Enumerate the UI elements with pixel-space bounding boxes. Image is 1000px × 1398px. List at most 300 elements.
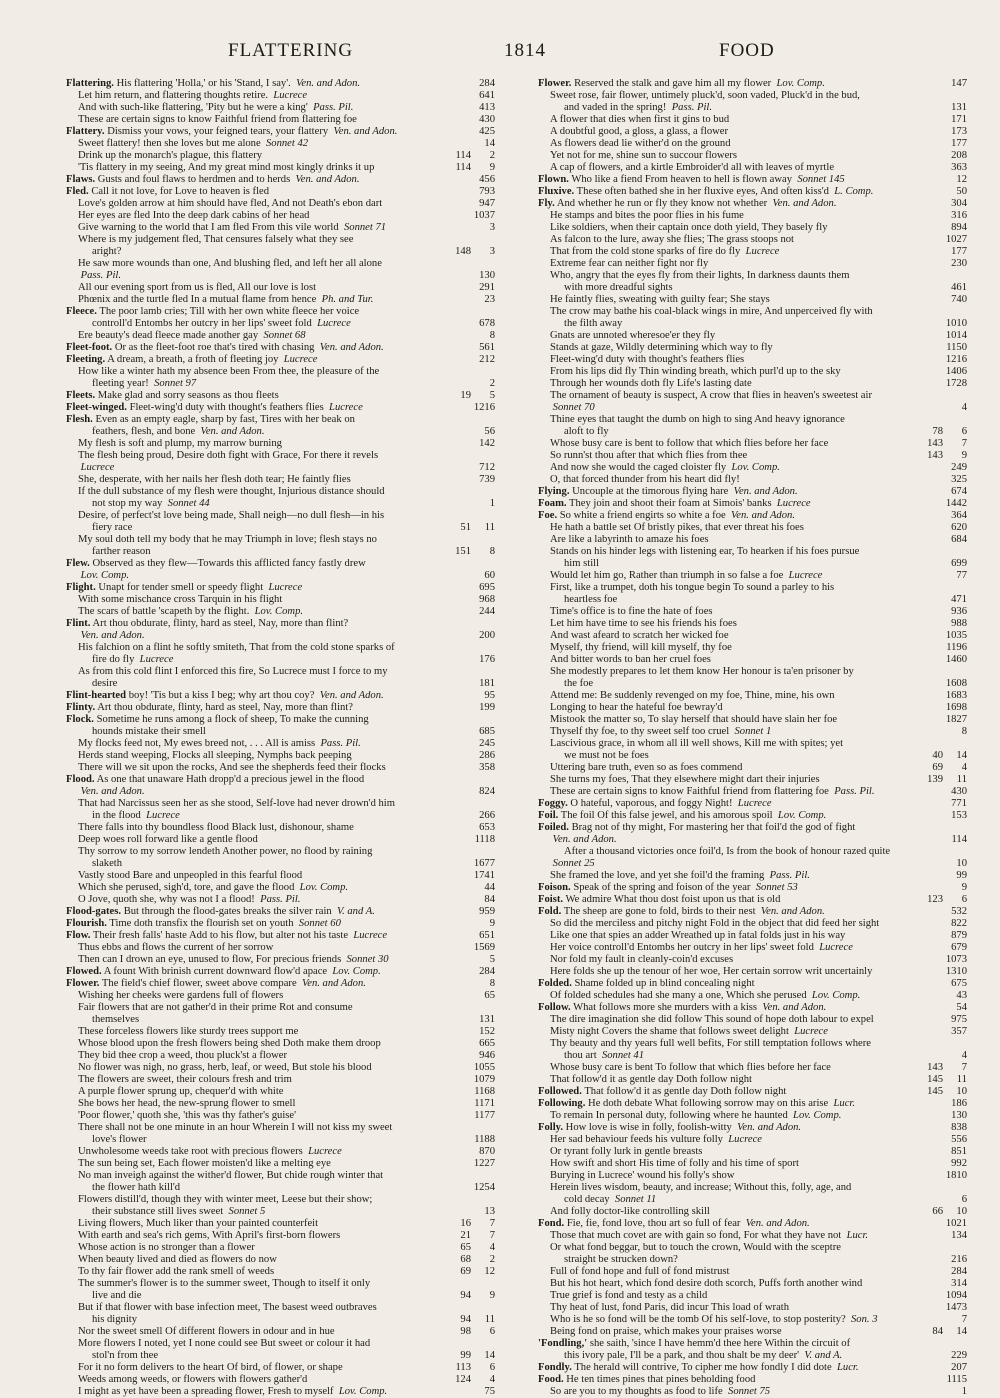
concordance-line [538,1254,967,1266]
line-number: 1677 [473,858,495,869]
concordance-line [538,810,967,822]
line-number: 838 [951,1122,967,1133]
entry-text [78,114,357,126]
concordance-line [538,294,967,306]
line-number: 968 [479,594,495,605]
quotation: Dismiss your vows, your feigned tears, your flattery [107,126,329,137]
concordance-line [66,1026,495,1038]
entry-text [92,498,210,510]
concordance-line [538,222,967,234]
headword: Foil. [538,810,559,821]
quotation: A purple flower sprung up, chequer'd with white [78,1086,284,1097]
concordance-line [66,78,495,90]
line-number: 208 [951,150,967,161]
line-number: 1254 [473,1182,495,1193]
quotation: in the flood [92,810,141,821]
entry-text [550,786,875,798]
quotation: Thy heat of lust, fond Paris, did incur This load of wrath [550,1302,790,1313]
line-number: 771 [951,798,967,809]
quotation: him still [564,558,600,569]
quotation: Yet not for me, shine sun to succour flowers [550,150,737,161]
entry-text [550,570,822,582]
line-number: 1827 [945,714,967,725]
quotation: Let him have time to see his friends his foes [550,618,737,629]
entry-text [550,774,820,786]
quotation: Like soldiers, when their captain once doth yield, They basely fly [550,222,828,233]
headword: Foe. [538,510,558,521]
entry-text [92,318,351,330]
line-number: 286 [479,750,495,761]
quotation: All our evening sport from us is fled, All our love is lost [78,282,317,293]
header-left-word: FLATTERING [228,40,354,61]
entry-text [66,978,366,990]
headword: Flattery. [66,126,105,137]
source-title: Sonnet 70 [552,402,595,413]
concordance-line [66,534,495,546]
entry-text [538,798,772,810]
quotation: That follow'd it as gentle day Doth follow night [550,1074,752,1085]
concordance-line [538,906,967,918]
sonnet-number: 114 [455,162,471,173]
entry-text [550,1014,874,1026]
concordance-line [66,966,495,978]
sonnet-number: 16 [460,1218,471,1229]
entry-text [550,582,834,594]
quotation: his dignity [92,1314,138,1325]
concordance-line [66,750,495,762]
entry-text [78,846,372,858]
concordance-line [66,786,495,798]
entry-text [550,942,853,954]
sonnet-number: 65 [460,1242,471,1253]
entry-text [550,762,742,774]
line-number: 363 [951,162,967,173]
entry-text [538,174,845,186]
concordance-line [66,486,495,498]
quotation: Are like a labyrinth to amaze his foes [550,534,709,545]
concordance-line [538,1338,967,1350]
source-title: Lucrece [776,498,811,509]
line-number: 10 [956,1086,967,1097]
line-number: 10 [956,858,967,869]
source-title: Ven. and Adon. [80,786,145,797]
source-title: Pass. Pil. [769,870,810,881]
entry-text [78,1002,353,1014]
entry-text [78,762,386,774]
concordance-line [66,102,495,114]
quotation: Fleet-wing'd duty with thought's feathers flies [550,354,745,365]
source-title: Lov. Comp. [338,1386,388,1397]
quotation: Gnats are unnoted wheresoe'er they fly [550,330,716,341]
concordance-line [538,510,967,522]
entry-text [550,342,773,354]
line-number: 23 [484,294,495,305]
quotation: His flattering 'Holla,' or his 'Stand, I say'. [116,78,291,89]
concordance-line [538,990,967,1002]
quotation: cold decay [564,1194,610,1205]
concordance-line [538,438,967,450]
quotation: Who like a fiend From heaven to hell is flown away [571,174,793,185]
concordance-line [538,1134,967,1146]
line-number: 284 [951,1266,967,1277]
entry-text [78,1086,284,1098]
entry-text [550,1134,762,1146]
concordance-line [538,666,967,678]
quotation: Stands on his hinder legs with listening ear, To hearken if his foes pursue [550,546,860,557]
entry-text [550,138,731,150]
headword: Flinty. [66,702,96,713]
entry-text [564,282,673,294]
quotation: The scars of battle 'scapeth by the flight. [78,606,250,617]
entry-text [78,1230,340,1242]
concordance-line [66,162,495,174]
quotation: When beauty lived and died as flowers do now [78,1254,277,1265]
sonnet-number: 99 [460,1350,471,1361]
concordance-line [66,354,495,366]
quotation: But his hot heart, which fond desire doth scorch, Puffs forth another wind [550,1278,863,1289]
entry-text [538,186,873,198]
entry-text [92,522,132,534]
quotation: Art thou obdurate, flinty, hard as steel, Nay, more than flint? [92,618,349,629]
line-number: 130 [951,1110,967,1121]
concordance-line [538,1074,967,1086]
entry-text [550,222,828,234]
quotation: She bows her head, the new-sprung flower to smell [78,1098,296,1109]
line-number: 364 [951,510,967,521]
headword: Following. [538,1098,586,1109]
entry-text [92,1182,180,1194]
quotation: I might as yet have been a spreading flower, Fresh to myself [78,1386,334,1397]
headword: Flood-gates. [66,906,122,917]
entry-text [550,366,841,378]
quotation: love's flower [92,1134,147,1145]
entry-text [550,834,617,846]
concordance-line [66,762,495,774]
line-number: 3 [489,246,495,257]
quotation: The crow may bathe his coal-black wings in mire, And unperceived fly with [550,306,873,317]
entry-text [538,1086,786,1098]
sonnet-number: 124 [455,1374,471,1385]
concordance-line [66,798,495,810]
concordance-line [66,438,495,450]
source-title: Sonnet 75 [728,1386,771,1397]
quotation: O hateful, vaporous, and foggy Night! [570,798,733,809]
concordance-line [66,1134,495,1146]
source-title: Lucrece [737,798,772,809]
concordance-line [538,1350,967,1362]
headword: Flood. [66,774,95,785]
entry-text [550,90,860,102]
line-number: 2 [489,1254,495,1265]
source-title: Lov. Comp. [332,966,381,977]
concordance-line [538,582,967,594]
line-number: 870 [479,1146,495,1157]
concordance-line [66,666,495,678]
entry-text [78,1038,381,1050]
concordance-line [538,630,967,642]
entry-text [78,834,258,846]
line-number: 14 [956,1326,967,1337]
sonnet-number: 113 [455,1362,471,1373]
concordance-line [538,258,967,270]
entry-text [78,570,129,582]
entry-text [78,1266,274,1278]
line-number: 142 [479,438,495,449]
entry-text [66,186,269,198]
source-title: Ven. and Adon. [731,510,795,521]
source-title: Sonnet 145 [797,174,845,185]
concordance-line [538,654,967,666]
concordance-line [66,510,495,522]
quotation: We admire What thou dost foist upon us that is old [565,894,781,905]
source-title: Sonnet 5 [228,1206,266,1217]
entry-text [92,726,206,738]
line-number: 7 [489,1218,495,1229]
headword: Fly. [538,198,555,209]
line-number: 1683 [945,690,967,701]
entry-text [78,138,308,150]
headword: Flight. [66,582,96,593]
headword: Flying. [538,486,570,497]
entry-text [92,1014,139,1026]
concordance-line [66,1014,495,1026]
quotation: Uttering bare truth, even so as foes commend [550,762,743,773]
entry-text [66,966,381,978]
quotation: Observed as they flew—Towards this afflicted fancy fastly drew [92,558,366,569]
line-number: 9 [961,450,967,461]
quotation: She modestly prepares to let them know Her honour is ta'en prisoner by [550,666,854,677]
entry-text [538,882,798,894]
concordance-line [538,426,967,438]
concordance-line [538,126,967,138]
quotation: She turns my foes, That they elsewhere might dart their injuries [550,774,820,785]
quotation: To remain In personal duty, following where he haunted [550,1110,788,1121]
source-title: Lov. Comp. [776,78,825,89]
entry-text [66,414,355,426]
entry-text [550,858,595,870]
quotation: Time doth transfix the flourish set on youth [109,918,294,929]
entry-text [92,426,265,438]
line-number: 1118 [474,834,495,845]
line-number: 11 [956,1074,967,1085]
entry-text [550,1242,841,1254]
quotation: Extreme fear can neither fight nor fly [550,258,709,269]
line-number: 212 [479,354,495,365]
concordance-line [538,114,967,126]
line-number: 6 [961,1194,967,1205]
sonnet-number: 148 [455,246,471,257]
concordance-line [66,1122,495,1134]
entry-text [78,438,282,450]
entry-text [550,438,828,450]
source-title: Son. 3 [851,1314,878,1325]
entry-text [564,426,609,438]
line-number: 674 [951,486,967,497]
quotation: Give warning to the world that I am fled From this vile world [78,222,339,233]
concordance-line [66,942,495,954]
concordance-line [66,1146,495,1158]
entry-text [550,870,810,882]
entry-text [78,282,316,294]
quotation: straight be strucken down? [564,1254,678,1265]
quotation: aright? [92,246,122,257]
quotation: slaketh [92,858,123,869]
entry-text [550,1302,789,1314]
quotation: Fie, fie, fond love, thou art so full of fear [566,1218,741,1229]
concordance-line [66,726,495,738]
concordance-line [538,714,967,726]
quotation: But through the flood-gates breaks the silver rain [123,906,332,917]
entry-text [78,798,395,810]
quotation: Fleet-wing'd duty with thought's feathers flies [129,402,324,413]
line-number: 9 [489,162,495,173]
quotation: Living flowers, Much liker than your painted counterfeit [78,1218,319,1229]
line-number: 56 [484,426,495,437]
source-title: Sonnet 25 [552,858,595,869]
concordance-line [538,138,967,150]
sonnet-number: 66 [932,1206,943,1217]
entry-text [550,1110,841,1122]
source-title: Lucrece [788,570,823,581]
entry-text [78,1278,370,1290]
line-number: 153 [951,810,967,821]
concordance-line [66,1290,495,1302]
entry-text [550,1206,710,1218]
line-number: 4 [961,1050,967,1061]
line-number: 1188 [474,1134,495,1145]
line-number: 304 [951,198,967,209]
concordance-line [66,990,495,1002]
source-title: Sonnet 11 [614,1194,657,1205]
line-number: 1460 [945,654,967,665]
concordance-line [66,810,495,822]
quotation: With some mischance cross Tarquin in his flight [78,594,283,605]
entry-text [66,714,369,726]
source-title: Lov. Comp. [793,1110,842,1121]
entry-text [78,630,145,642]
entry-text [78,1098,295,1110]
entry-text [550,1326,782,1338]
line-number: 200 [479,630,495,641]
quotation: Of folded schedules had she many a one, Which she perused [550,990,807,1001]
line-number: 1115 [946,1374,967,1385]
concordance-line [538,558,967,570]
entry-text [78,258,382,270]
concordance-line [66,714,495,726]
quotation: He ten times pines that pines beholding food [566,1374,756,1385]
quotation: fleeting year! [92,378,149,389]
concordance-line [538,642,967,654]
quotation: Myself, thy friend, will kill myself, thy foe [550,642,732,653]
line-number: 131 [479,1014,495,1025]
quotation: Nor the sweet smell Of different flowers in odour and in hue [78,1326,335,1337]
headword: Flint. [66,618,91,629]
concordance-line [538,774,967,786]
quotation: These are certain signs to know Faithful friend from flattering foe [78,114,357,125]
concordance-line [66,1086,495,1098]
headword: Fond. [538,1218,565,1229]
entry-text [550,990,860,1002]
source-title: Lucrece [268,582,303,593]
line-number: 532 [951,906,967,917]
line-number: 6 [961,894,967,905]
quotation: Love's golden arrow at him should have fled, And not Death's ebon dart [78,198,383,209]
entry-text [78,150,262,162]
concordance-line [66,1158,495,1170]
sonnet-number: 69 [460,1266,471,1277]
headword: Flesh. [66,414,93,425]
concordance-line [66,378,495,390]
source-title: Ven. and Adon. [319,342,384,353]
entry-text [550,714,837,726]
line-number: 4 [961,762,967,773]
entry-text [78,1326,335,1338]
source-title: Sonnet 68 [263,330,306,341]
concordance-line [538,1170,967,1182]
line-number: 8 [961,726,967,737]
headword: Flowed. [66,966,102,977]
line-number: 75 [484,1386,495,1397]
line-number: 60 [484,570,495,581]
source-title: Sonnet 71 [343,222,387,233]
line-number: 11 [484,522,495,533]
entry-text [564,102,712,114]
source-title: Ven. and Adon. [296,78,361,89]
concordance-line [66,546,495,558]
concordance-line [538,1242,967,1254]
entry-text [78,894,300,906]
concordance-line [66,690,495,702]
line-number: 95 [484,690,495,701]
line-number: 992 [951,1158,967,1169]
line-number: 1027 [945,234,967,245]
running-header [64,40,936,68]
entry-text [66,174,359,186]
quotation: Being fond on praise, which makes your praises worse [550,1326,782,1337]
quotation: How like a winter hath my absence been From thee, the pleasure of the [78,366,380,377]
source-title: Lucrece [146,810,180,821]
line-number: 456 [479,174,495,185]
concordance-line [538,402,967,414]
quotation: Whose busy care is bent To follow that which flies before her face [550,1062,831,1073]
headword: Flint-hearted [66,690,127,701]
concordance-line [66,834,495,846]
entry-text [550,630,729,642]
sonnet-number: 114 [455,150,471,161]
sonnet-number: 69 [932,762,943,773]
line-number: 561 [479,342,495,353]
entry-text [550,726,771,738]
concordance-line [66,870,495,882]
entry-text [550,918,879,930]
line-number: 11 [484,1314,495,1325]
quotation: Thy beauty and thy years full well befits, For still temptation follows where [550,1038,871,1049]
entry-text [538,78,825,90]
quotation: Who, angry that the eyes fly from their lights, In darkness daunts them [550,270,850,281]
concordance-line [538,1314,967,1326]
headword: Flown. [538,174,569,185]
concordance-line [538,606,967,618]
concordance-line [538,330,967,342]
concordance-line [538,198,967,210]
concordance-line [538,486,967,498]
entry-text [78,1242,255,1254]
line-number: 1196 [946,642,967,653]
quotation: Sometime he runs among a flock of sheep, To make the cunning [96,714,369,725]
line-number: 65 [484,990,495,1001]
quotation: These often bathed she in her fluxive eyes, And often kiss'd [576,186,829,197]
quotation: Whose blood upon the fresh flowers being shed Doth make them droop [78,1038,381,1049]
